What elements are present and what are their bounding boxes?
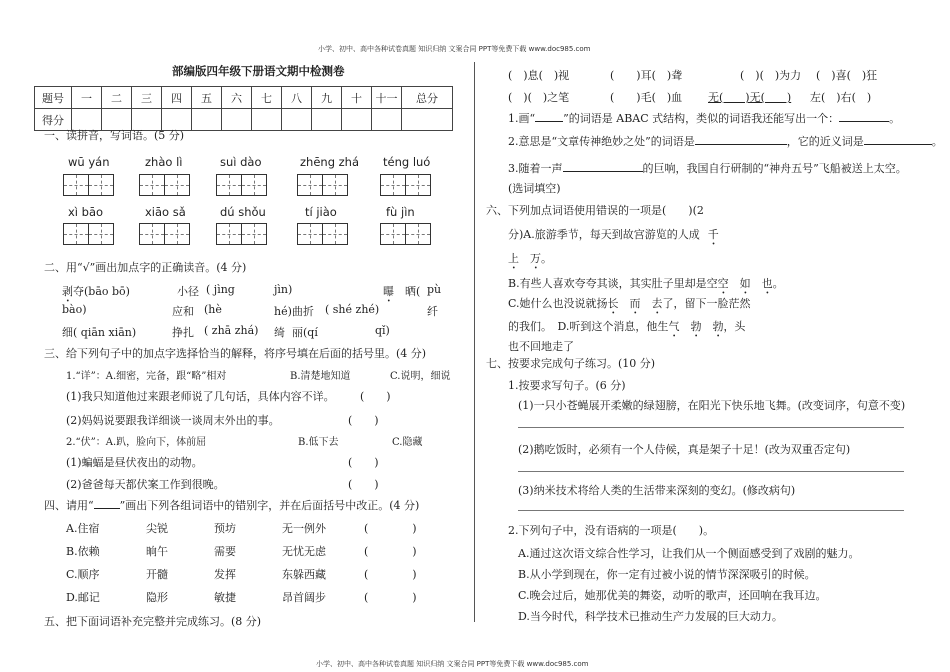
q3-sentence1: (1)我只知道他过来跟老师说了几句话，具体内容不详。 bbox=[66, 390, 335, 403]
q7-sub1: 1.按要求写句子。(6 分) bbox=[508, 379, 626, 392]
score-input[interactable] bbox=[342, 109, 372, 131]
answer-line[interactable] bbox=[518, 510, 904, 511]
writing-grid[interactable] bbox=[380, 223, 430, 245]
answer-line[interactable] bbox=[518, 471, 904, 472]
q2-item: bào) bbox=[62, 303, 87, 316]
writing-grid[interactable] bbox=[216, 223, 266, 245]
q4-word: A.住宿 bbox=[66, 522, 100, 535]
q2-item: 丽(qí bbox=[292, 326, 318, 339]
score-input[interactable] bbox=[252, 109, 282, 131]
q5-heading: 五、把下面词语补充完整并完成练习。(8 分) bbox=[44, 615, 262, 628]
q4-word: 无忧无虑 bbox=[282, 545, 326, 558]
q6-heading: 六、下列加点词语使用错误的一项是( )(2 bbox=[486, 204, 704, 217]
q2-item: ( shé zhé) bbox=[325, 303, 380, 316]
q3-def1b: B.清楚地知道 bbox=[290, 371, 351, 382]
q5-blanks-8[interactable]: 左( )右( ) bbox=[810, 91, 872, 104]
q2-item: qǐ) bbox=[375, 324, 390, 337]
q3-def2c: C.隐藏 bbox=[392, 437, 423, 448]
q6-option-a: 分)A.旅游季节，每天到故宫游览的人成 千 bbox=[508, 228, 719, 241]
q6-option-c: C.她什么也没说就扬长 而 去了，留下一脸茫然 bbox=[508, 297, 751, 310]
score-cell: 八 bbox=[282, 87, 312, 109]
q2-item: 晒( bbox=[405, 285, 421, 298]
pinyin-1: wū yán bbox=[68, 155, 110, 169]
pinyin-7: xiāo sǎ bbox=[145, 205, 186, 219]
pinyin-10: fù jìn bbox=[386, 205, 415, 219]
q3-def1c: C.说明，细说 bbox=[390, 371, 451, 382]
answer-parens[interactable]: ( ) bbox=[364, 545, 417, 558]
answer-parens[interactable]: ( ) bbox=[348, 414, 379, 427]
q6-option-a-cont: 上 万。 bbox=[508, 252, 552, 265]
q7-a3: (3)纳米技术将给人类的生活带来深刻的变幻。(修改病句) bbox=[518, 484, 796, 497]
score-input[interactable] bbox=[192, 109, 222, 131]
q7-heading: 七、按要求完成句子练习。(10 分) bbox=[486, 357, 656, 370]
answer-parens[interactable]: ( ) bbox=[364, 591, 417, 604]
writing-grid[interactable] bbox=[63, 223, 113, 245]
score-cell: 得分 bbox=[35, 109, 72, 131]
answer-parens[interactable]: ( ) bbox=[364, 522, 417, 535]
q3-sentence4: (2)爸爸每天都伏案工作到很晚。 bbox=[66, 478, 225, 491]
q4-word: B.依赖 bbox=[66, 545, 100, 558]
pinyin-9: tí jiào bbox=[305, 205, 337, 219]
column-divider bbox=[474, 62, 475, 622]
score-cell: 总分 bbox=[402, 87, 453, 109]
q7-option-d: D.当今时代，科学技术已推动生产力发展的巨大动力。 bbox=[518, 610, 783, 623]
q5-ex1: 1.画“ ”的词语是 ABAC 式结构，类似的词语我还能写出一个： 。 bbox=[508, 112, 901, 125]
q5-ex2: 2.意思是“文章传神绝妙之处”的词语是 ，它的近义词是 。 bbox=[508, 135, 943, 148]
score-cell: 七 bbox=[252, 87, 282, 109]
q5-ex3: 3.随着一声 的巨响，我国自行研制的“神舟五号”飞船被送上太空。 bbox=[508, 162, 907, 175]
q7-option-b: B.从小学到现在，你一定有过被小说的情节深深吸引的时候。 bbox=[518, 568, 816, 581]
q6-option-b: B.有些人喜欢夸夸其谈，其实肚子里却是空空 如 也。 bbox=[508, 277, 784, 290]
q3-def2a: 2.“伏”：A.趴，脸向下，体前屈 bbox=[66, 437, 207, 448]
answer-line[interactable] bbox=[518, 427, 904, 428]
q2-item: 小径 bbox=[177, 285, 199, 298]
score-cell: 五 bbox=[192, 87, 222, 109]
q2-item: hé)曲折 bbox=[274, 305, 314, 318]
q2-item: 剥夺(bāo bō) bbox=[62, 285, 130, 298]
q3-sentence3: (1)蝙蝠是昼伏夜出的动物。 bbox=[66, 456, 203, 469]
score-input[interactable] bbox=[282, 109, 312, 131]
q4-word: 尖锐 bbox=[146, 522, 168, 535]
q6-option-d-cont: 也不回地走了 bbox=[508, 340, 574, 353]
q5-blanks-4[interactable]: ( )喜( )狂 bbox=[816, 69, 878, 82]
score-header-row bbox=[35, 87, 453, 109]
writing-grid[interactable] bbox=[297, 223, 347, 245]
score-cell: 四 bbox=[162, 87, 192, 109]
writing-grid[interactable] bbox=[216, 174, 266, 196]
q5-blanks-6[interactable]: ( )毛( )血 bbox=[610, 91, 683, 104]
score-cell: 九 bbox=[312, 87, 342, 109]
q4-word: 昂首阔步 bbox=[282, 591, 326, 604]
pinyin-2: zhào lì bbox=[145, 155, 183, 169]
score-cell: 一 bbox=[72, 87, 102, 109]
q6-option-d: 的我们。 D.听到这个消息，他生气 勃 勃，头 bbox=[508, 320, 746, 333]
writing-grid[interactable] bbox=[139, 223, 189, 245]
q2-item: ( zhā zhá) bbox=[204, 324, 259, 337]
score-cell: 十 bbox=[342, 87, 372, 109]
q2-item: 挣扎 bbox=[172, 326, 194, 339]
q4-word: 敏捷 bbox=[214, 591, 236, 604]
answer-parens[interactable]: ( ) bbox=[360, 390, 391, 403]
answer-parens[interactable]: ( ) bbox=[348, 456, 379, 469]
answer-parens[interactable]: ( ) bbox=[364, 568, 417, 581]
q3-def1a: 1.“详”：A.细密，完备，跟“略”相对 bbox=[66, 371, 227, 382]
answer-parens[interactable]: ( ) bbox=[348, 478, 379, 491]
q4-word: 预坊 bbox=[214, 522, 236, 535]
q4-word: 晌午 bbox=[146, 545, 168, 558]
q3-def2b: B.低下去 bbox=[298, 437, 339, 448]
q4-word: 隐形 bbox=[146, 591, 168, 604]
q3-sentence2: (2)妈妈说要跟我详细谈一谈周末外出的事。 bbox=[66, 414, 280, 427]
q4-word: D.邮记 bbox=[66, 591, 100, 604]
q4-word: 发挥 bbox=[214, 568, 236, 581]
score-cell: 十一 bbox=[372, 87, 402, 109]
score-cell: 三 bbox=[132, 87, 162, 109]
q7-a2: (2)鹅吃饭时，必须有一个人侍候，真是架子十足！(改为双重否定句) bbox=[518, 443, 851, 456]
score-cell: 二 bbox=[102, 87, 132, 109]
q5-blanks-1[interactable]: ( )息( )视 bbox=[508, 69, 570, 82]
pinyin-6: xì bāo bbox=[68, 205, 104, 219]
q7-a1: (1)一只小苍蝇展开柔嫩的绿翅膀，在阳光下快乐地飞舞。(改变词序，句意不变) bbox=[518, 399, 906, 412]
writing-grid[interactable] bbox=[297, 174, 347, 196]
score-input[interactable] bbox=[222, 109, 252, 131]
q2-item: ( jìng bbox=[206, 283, 235, 296]
score-input[interactable] bbox=[402, 109, 453, 131]
q2-item: 应和 bbox=[172, 305, 194, 318]
pinyin-5: téng luó bbox=[383, 155, 431, 169]
writing-grid[interactable] bbox=[139, 174, 189, 196]
score-input[interactable] bbox=[312, 109, 342, 131]
q4-heading: 四、请用“ ”画出下列各组词语中的错别字，并在后面括号中改正。(4 分) bbox=[44, 499, 420, 512]
q7-option-c: C.晚会过后，她那优美的舞姿，动听的歌声，还回响在我耳边。 bbox=[518, 589, 827, 602]
q5-blanks-3[interactable]: ( )( )为力 bbox=[740, 69, 802, 82]
q4-word: C.顺序 bbox=[66, 568, 100, 581]
q5-blanks-7[interactable]: 无( )无( ) bbox=[708, 91, 792, 104]
q2-item: jìn) bbox=[274, 283, 293, 296]
q3-heading: 三、给下列句子中的加点字选择恰当的解释，将序号填在后面的括号里。(4 分) bbox=[44, 347, 427, 360]
q5-blanks-5[interactable]: ( )( )之笔 bbox=[508, 91, 570, 104]
pinyin-4: zhēng zhá bbox=[300, 155, 360, 169]
q2-item: 纤 bbox=[427, 305, 438, 318]
q7-option-a: A.通过这次语文综合性学习，让我们从一个侧面感受到了戏剧的魅力。 bbox=[518, 547, 860, 560]
q4-word: 需要 bbox=[214, 545, 236, 558]
ad-banner-top: 小学、初中、高中各种试卷真题 知识归纳 文案合同 PPT等免费下载 www.doc985.com bbox=[318, 45, 591, 53]
q4-word: 开髓 bbox=[146, 568, 168, 581]
q1-heading: 一、读拼音，写词语。(5 分) bbox=[44, 129, 185, 142]
score-cell: 题号 bbox=[35, 87, 72, 109]
writing-grid[interactable] bbox=[380, 174, 430, 196]
score-input[interactable] bbox=[372, 109, 402, 131]
score-table bbox=[34, 86, 453, 131]
ad-banner-bottom: 小学、初中、高中各种试卷真题 知识归纳 文案合同 PPT等免费下载 www.doc985.com bbox=[316, 660, 589, 668]
q2-item: 细( qiān xiān) bbox=[62, 326, 137, 339]
q2-item: 绮 bbox=[274, 326, 285, 339]
q5-blanks-2[interactable]: ( )耳( )聋 bbox=[610, 69, 683, 82]
score-cell: 六 bbox=[222, 87, 252, 109]
q2-heading: 二、用“√”画出加点字的正确读音。(4 分) bbox=[44, 261, 247, 274]
pinyin-3: suì dào bbox=[220, 155, 262, 169]
q7-sub2: 2.下列句子中，没有语病的一项是( )。 bbox=[508, 524, 715, 537]
q4-word: 东躲西藏 bbox=[282, 568, 326, 581]
q5-ex3-note: (选词填空) bbox=[508, 182, 561, 195]
q2-item: pù bbox=[427, 283, 442, 296]
writing-grid[interactable] bbox=[63, 174, 113, 196]
page-title: 部编版四年级下册语文期中检测卷 bbox=[172, 64, 345, 78]
q2-item: 曝 bbox=[383, 285, 394, 298]
q2-item: (hè bbox=[204, 303, 222, 316]
pinyin-8: dú shǒu bbox=[220, 205, 266, 219]
q4-word: 无一例外 bbox=[282, 522, 326, 535]
